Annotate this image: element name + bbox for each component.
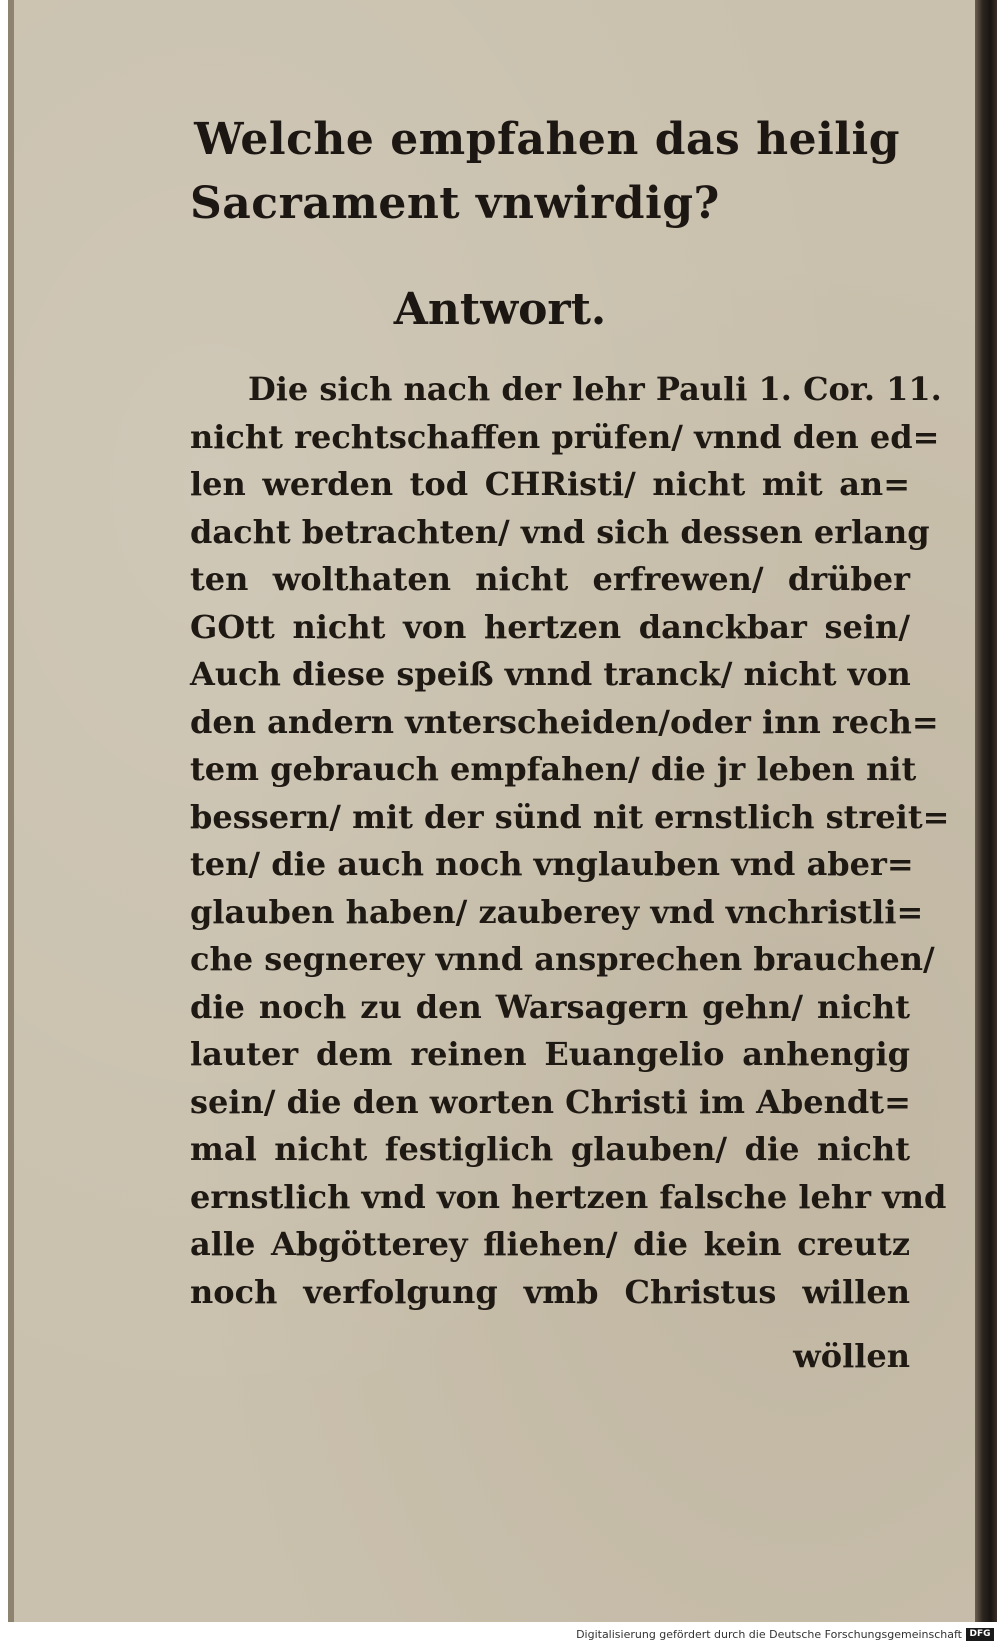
body-line: lauter dem reinen Euangelio anhengig: [190, 1035, 910, 1073]
funding-credit: Digitalisierung gefördert durch die Deutsche Forschungsgemeinschaft: [576, 1628, 962, 1641]
dfg-logo: DFG: [966, 1628, 994, 1641]
body-line: bessern/ mit der sünd nit ernstlich streit=: [190, 797, 950, 836]
body-line: ten/ die auch noch vnglauben vnd aber=: [190, 845, 914, 883]
heading-line-1: Welche empfahen das heilig: [194, 114, 900, 165]
book-binding-edge: [975, 0, 997, 1622]
body-line: che segnerey vnnd ansprechen brauchen/: [190, 940, 935, 978]
question-heading: [190, 108, 920, 236]
body-line: tem gebrauch empfahen/ die jr leben nit: [190, 750, 917, 788]
catchword: wöllen: [793, 1337, 910, 1375]
body-line: Die sich nach der lehr Pauli 1. Cor. 11.: [248, 370, 942, 408]
body-line: dacht betrachten/ vnd sich dessen erlang: [190, 512, 930, 551]
body-line: nicht rechtschaffen prüfen/ vnnd den ed=: [190, 417, 940, 456]
heading-line-2: Sacrament vnwirdig?: [190, 178, 720, 229]
body-line: alle Abgötterey fliehen/ die kein creutz: [190, 1225, 910, 1263]
body-line: noch verfolgung vmb Christus willen: [190, 1272, 910, 1311]
body-line: len werden tod CHRisti/ nicht mit an=: [190, 465, 910, 503]
body-line: ernstlich vnd von hertzen falsche lehr vnd: [190, 1177, 947, 1216]
body-line: glauben haben/ zauberey vnd vnchristli=: [190, 892, 924, 931]
body-line: den andern vnterscheiden/oder inn rech=: [190, 702, 939, 741]
body-line: die noch zu den Warsagern gehn/ nicht: [190, 987, 910, 1026]
answer-body: [190, 366, 950, 1316]
body-line: Auch diese speiß vnnd tranck/ nicht von: [190, 655, 911, 693]
answer-label: Antwort.: [393, 284, 607, 335]
body-line: ten wolthaten nicht erfrewen/ drüber: [190, 560, 910, 598]
body-line: mal nicht festiglich glauben/ die nicht: [190, 1130, 910, 1168]
body-line: GOtt nicht von hertzen danckbar sein/: [190, 607, 910, 646]
body-line: sein/ die den worten Christi im Abendt=: [190, 1082, 911, 1121]
